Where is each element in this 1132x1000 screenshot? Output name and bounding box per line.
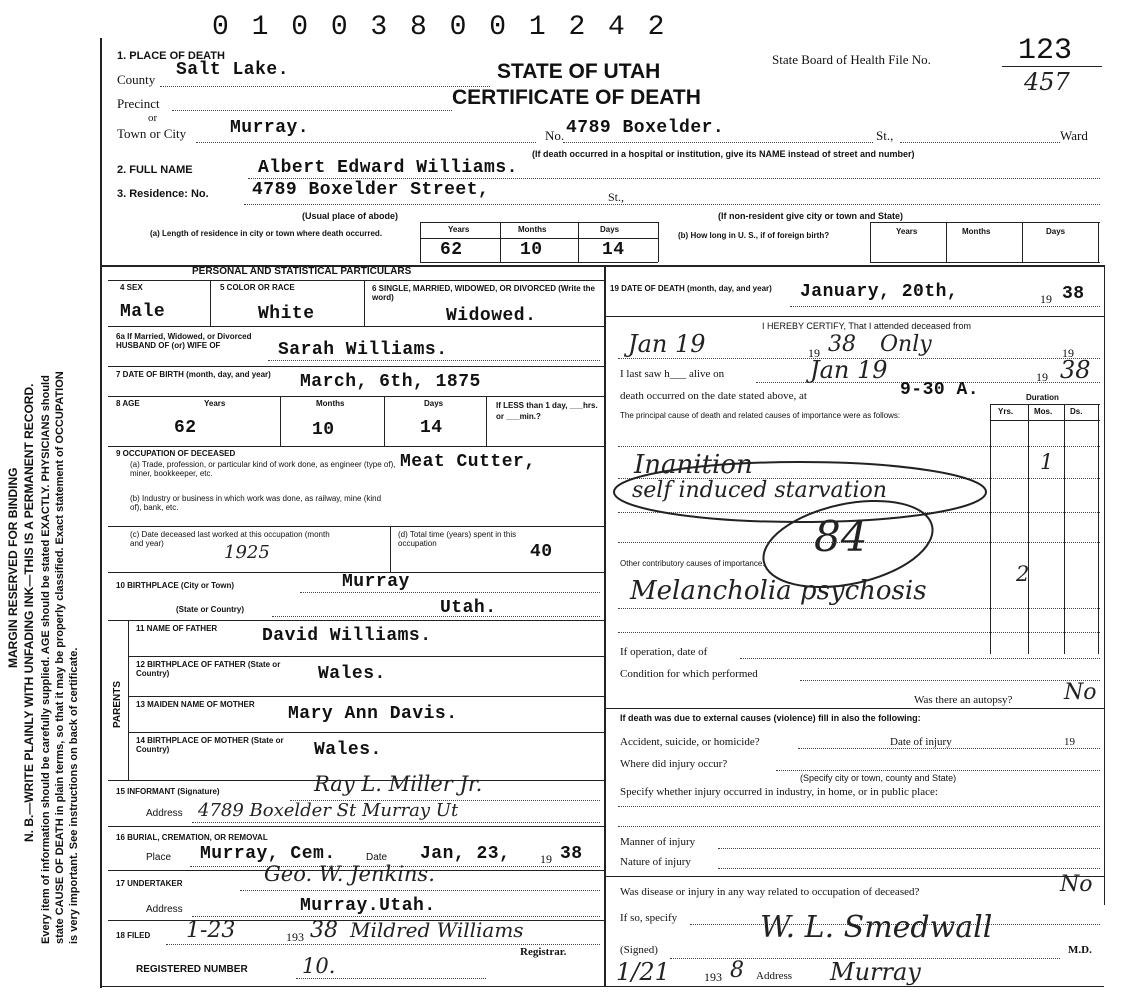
color-divider bbox=[364, 280, 365, 326]
specify-line-1 bbox=[618, 806, 1100, 807]
autopsy-label: Was there an autopsy? bbox=[914, 694, 1013, 706]
birth-state-value: Utah. bbox=[440, 598, 497, 618]
frame-right bbox=[1104, 265, 1105, 905]
instruction-line-4: is very important. See instructions on back of certificate. bbox=[68, 647, 80, 944]
filed-value: 1-23 bbox=[186, 918, 236, 943]
father-birthplace-value: Wales. bbox=[318, 664, 386, 684]
us-box-v4 bbox=[1098, 222, 1099, 262]
injury-year-label: 19 bbox=[1064, 736, 1075, 748]
us-months-header: Months bbox=[962, 227, 991, 236]
dod-year-value: 38 bbox=[1062, 284, 1085, 304]
duration-header-line bbox=[990, 420, 1100, 421]
cause-row-4 bbox=[618, 542, 1100, 543]
column-divider bbox=[604, 265, 606, 987]
residence-line bbox=[244, 204, 1100, 205]
frame-bottom bbox=[100, 986, 1104, 987]
accident-label: Accident, suicide, or homicide? bbox=[620, 736, 760, 748]
state-title: STATE OF UTAH bbox=[497, 60, 661, 83]
physician-signature: W. L. Smedwall bbox=[760, 910, 993, 945]
specify-city-label: (Specify city or town, county and State) bbox=[800, 773, 957, 783]
cause-secondary: self induced starvation bbox=[632, 478, 887, 503]
undertaker-address: Murray.Utah. bbox=[300, 896, 436, 916]
where-line bbox=[776, 770, 1100, 771]
row-line-8 bbox=[128, 656, 604, 657]
no-label: No. bbox=[545, 128, 565, 143]
occupation-value: Meat Cutter, bbox=[400, 452, 536, 472]
right-row-line-2 bbox=[604, 708, 1104, 709]
where-label: Where did injury occur? bbox=[620, 758, 728, 770]
filed-label: 18 FILED bbox=[116, 931, 151, 940]
us-box-top bbox=[870, 222, 1100, 223]
total-years-value: 40 bbox=[530, 542, 553, 562]
other-causes-label: Other contributory causes of importance: bbox=[620, 559, 765, 568]
us-years-header: Years bbox=[896, 227, 918, 236]
attended-from: Jan 19 bbox=[628, 330, 706, 358]
undertaker-address-label: Address bbox=[146, 904, 183, 915]
registrar-label: Registrar. bbox=[520, 946, 567, 958]
occupation-b-label: (b) Industry or business in which work was done, as railway, mine (kind of), bank, etc. bbox=[130, 494, 382, 512]
father-label: 11 NAME OF FATHER bbox=[136, 624, 218, 633]
last-saw-year-prefix: 19 bbox=[1036, 370, 1048, 384]
full-name-label: 2. FULL NAME bbox=[117, 164, 193, 176]
cause-label: The principal cause of death and related causes of importance were as follows: bbox=[620, 411, 901, 420]
if-so-label: If so, specify bbox=[620, 912, 678, 924]
condition-label: Condition for which performed bbox=[620, 668, 758, 680]
occupation-related-answer: No bbox=[1060, 872, 1093, 897]
burial-year-value: 38 bbox=[560, 844, 583, 864]
informant-address-label: Address bbox=[146, 808, 183, 819]
mother-value: Mary Ann Davis. bbox=[288, 704, 458, 724]
town-line bbox=[196, 142, 536, 143]
or-label: or bbox=[148, 112, 158, 124]
right-row-line-3 bbox=[604, 876, 1104, 877]
burial-place-label: Place bbox=[146, 852, 172, 863]
len-box-top bbox=[420, 222, 658, 223]
age-months-header: Months bbox=[316, 399, 345, 408]
father-value: David Williams. bbox=[262, 626, 432, 646]
spouse-label: 6a If Married, Widowed, or Divorced HUSBAND OF (or) WIFE OF bbox=[116, 332, 252, 350]
dod-line bbox=[790, 306, 1100, 307]
us-box-v3 bbox=[1022, 222, 1023, 262]
certificate-title: CERTIFICATE OF DEATH bbox=[452, 86, 701, 109]
len-box-mid bbox=[420, 238, 658, 239]
personal-header-line bbox=[108, 280, 604, 281]
dob-value: March, 6th, 1875 bbox=[300, 372, 481, 392]
sign-year: 8 bbox=[730, 958, 744, 983]
residence-st-label: St., bbox=[608, 190, 625, 204]
registrar-signature: Mildred Williams bbox=[350, 918, 524, 942]
file-number-label: State Board of Health File No. bbox=[772, 52, 931, 67]
mother-birthplace-label: 14 BIRTHPLACE OF MOTHER (State or Country) bbox=[136, 736, 284, 754]
filed-year-value: 38 bbox=[310, 918, 338, 943]
length-label: (a) Length of residence in city or town where death occurred. bbox=[150, 229, 383, 238]
margin-note: MARGIN RESERVED FOR BINDING bbox=[6, 467, 20, 668]
sex-label: 4 SEX bbox=[120, 283, 143, 292]
street-value: 4789 Boxelder. bbox=[566, 118, 725, 138]
informant-address: 4789 Boxelder St Murray Ut bbox=[198, 800, 459, 821]
us-box-bottom bbox=[870, 262, 1100, 263]
row-line-9 bbox=[128, 696, 604, 697]
marital-label: 6 SINGLE, MARRIED, WIDOWED, OR DIVORCED (Write the word) bbox=[372, 284, 595, 302]
occupation-d-label: (d) Total time (years) spent in this occupation bbox=[398, 530, 517, 548]
row-line-4 bbox=[108, 446, 604, 447]
attended-year-prefix-2: 19 bbox=[1062, 346, 1074, 360]
parents-divider bbox=[128, 620, 129, 780]
last-saw-date: Jan 19 bbox=[810, 356, 888, 384]
len-years-header: Years bbox=[448, 225, 470, 234]
informant-label: 15 INFORMANT (Signature) bbox=[116, 787, 220, 796]
dod-label: 19 DATE OF DEATH (month, day, and year) bbox=[610, 284, 772, 293]
md-label: M.D. bbox=[1068, 944, 1092, 956]
town-value: Murray. bbox=[230, 118, 310, 138]
age-divider-3 bbox=[486, 396, 487, 446]
attended-year: 38 bbox=[828, 332, 856, 357]
last-saw-label: I last saw h___ alive on bbox=[620, 368, 725, 380]
file-number: 123 bbox=[1018, 34, 1073, 68]
right-row-line-1 bbox=[604, 316, 1104, 317]
serial-number: 0 1 0 0 3 8 0 0 1 2 4 2 bbox=[212, 12, 668, 43]
reg-no-line bbox=[296, 978, 486, 979]
len-months-header: Months bbox=[518, 225, 547, 234]
manner-line bbox=[718, 848, 1100, 849]
undertaker-signature: Geo. W. Jenkins. bbox=[264, 862, 435, 886]
operation-line bbox=[740, 658, 1100, 659]
personal-header: PERSONAL AND STATISTICAL PARTICULARS bbox=[192, 266, 412, 277]
nature-label: Nature of injury bbox=[620, 856, 691, 868]
age-days: 14 bbox=[420, 418, 443, 438]
duration-label: Duration bbox=[1026, 393, 1059, 402]
duration-mos: Mos. bbox=[1034, 407, 1053, 416]
occurred-label: death occurred on the date stated above, at bbox=[620, 390, 807, 402]
duration-v1 bbox=[990, 404, 991, 654]
file-number-2: 457 bbox=[1024, 68, 1070, 96]
dob-label: 7 DATE OF BIRTH (month, day, and year) bbox=[116, 370, 271, 379]
cause-primary: Inanition bbox=[634, 450, 753, 480]
injury-date-label: Date of injury bbox=[890, 736, 952, 748]
len-box-v3 bbox=[578, 222, 579, 262]
cause-circle bbox=[610, 460, 611, 461]
sign-date: 1/21 bbox=[616, 958, 670, 986]
sex-value: Male bbox=[120, 302, 166, 322]
row-line-12 bbox=[108, 826, 604, 827]
burial-date-label: Date bbox=[366, 852, 388, 863]
precinct-line bbox=[172, 110, 452, 111]
spouse-value: Sarah Williams. bbox=[278, 340, 448, 360]
birth-state-line bbox=[272, 616, 600, 617]
birthplace-label: 10 BIRTHPLACE (City or Town) bbox=[116, 581, 235, 590]
duration-v4 bbox=[1098, 404, 1099, 654]
father-birthplace-label: 12 BIRTHPLACE OF FATHER (State or Country) bbox=[136, 660, 281, 678]
parents-label: PARENTS bbox=[112, 680, 123, 728]
duration-v3 bbox=[1064, 404, 1065, 654]
row-line-2 bbox=[108, 366, 604, 367]
mother-birthplace-value: Wales. bbox=[314, 740, 382, 760]
ward-label: Ward bbox=[1060, 128, 1088, 143]
time-value: 9-30 A. bbox=[900, 380, 980, 400]
age-less-label: If LESS than 1 day, ___hrs. or ___min.? bbox=[496, 401, 598, 421]
sign-address-label: Address bbox=[756, 970, 793, 982]
len-days: 14 bbox=[602, 240, 625, 260]
attended-year-prefix: 19 bbox=[808, 346, 820, 360]
last-saw-year: 38 bbox=[1060, 356, 1091, 384]
us-days-header: Days bbox=[1046, 227, 1066, 236]
burial-label: 16 BURIAL, CREMATION, OR REMOVAL bbox=[116, 833, 268, 842]
instruction-line-1: N. B.—WRITE PLAINLY WITH UNFADING INK—THIS IS A PERMANENT RECORD. bbox=[22, 383, 36, 842]
registered-number-value: 10. bbox=[302, 954, 336, 978]
row-line-5 bbox=[108, 526, 604, 527]
len-months: 10 bbox=[520, 240, 543, 260]
nature-line bbox=[718, 868, 1100, 869]
birthplace-value: Murray bbox=[342, 572, 410, 592]
color-value: White bbox=[258, 304, 315, 324]
place-of-death-label: 1. PLACE OF DEATH bbox=[117, 50, 225, 62]
st-label: St., bbox=[876, 128, 894, 143]
birth-state-label: (State or Country) bbox=[176, 605, 244, 614]
instruction-line-3: state CAUSE OF DEATH in plain terms, so that it may be properly classified. Exact statement of OCCUPATION bbox=[54, 371, 66, 944]
age-divider-2 bbox=[384, 396, 385, 446]
row-line-10 bbox=[128, 732, 604, 733]
occ-divider bbox=[390, 526, 391, 572]
cause-code: 84 bbox=[814, 512, 868, 561]
len-box-bottom bbox=[420, 262, 658, 263]
file-line bbox=[1002, 66, 1102, 67]
duration-yrs: Yrs. bbox=[998, 407, 1014, 416]
us-residence-label: (b) How long in U. S., if of foreign birth? bbox=[678, 231, 830, 240]
street-line bbox=[563, 142, 873, 143]
age-divider-1 bbox=[280, 396, 281, 446]
full-name-line bbox=[248, 178, 1100, 179]
len-box-v2 bbox=[500, 222, 501, 262]
len-box-v4 bbox=[658, 222, 659, 262]
duration-top bbox=[990, 404, 1100, 405]
dod-value: January, 20th, bbox=[800, 282, 959, 302]
marital-value: Widowed. bbox=[446, 306, 537, 326]
other-mos-value: 2 bbox=[1016, 562, 1030, 586]
full-name-value: Albert Edward Williams. bbox=[258, 158, 518, 178]
burial-year-prefix: 19 bbox=[540, 852, 552, 866]
occupation-label: 9 OCCUPATION OF DECEASED bbox=[116, 449, 236, 458]
row-line-1 bbox=[108, 326, 604, 327]
usual-abode: (Usual place of abode) bbox=[302, 211, 399, 221]
filed-line bbox=[166, 944, 600, 945]
sex-divider bbox=[210, 280, 211, 326]
other-causes-value: Melancholia psychosis bbox=[630, 576, 927, 606]
last-worked-value: 1925 bbox=[224, 542, 270, 563]
informant-signature: Ray L. Miller Jr. bbox=[314, 772, 483, 796]
sign-address: Murray bbox=[830, 958, 921, 986]
age-months: 10 bbox=[312, 420, 335, 440]
certify-label: I HEREBY CERTIFY, That I attended deceased from bbox=[762, 321, 971, 331]
row-line-3 bbox=[108, 396, 604, 397]
len-box-v1 bbox=[420, 222, 421, 262]
row-line-7 bbox=[108, 620, 604, 621]
residence-label: 3. Residence: No. bbox=[117, 188, 209, 200]
registered-number-label: REGISTERED NUMBER bbox=[136, 964, 248, 975]
occupation-a-label: (a) Trade, profession, or particular kind of work done, as engineer (type of), miner, bookkeeper, etc. bbox=[130, 460, 396, 478]
specify-where-label: Specify whether injury occurred in industry, in home, or in public place: bbox=[620, 786, 938, 798]
age-label: 8 AGE bbox=[116, 399, 140, 408]
other-row-2 bbox=[618, 632, 1100, 633]
specify-line-2 bbox=[618, 826, 1100, 827]
informant-addr-line bbox=[192, 822, 600, 823]
town-label: Town or City bbox=[117, 126, 187, 141]
birthplace-line bbox=[300, 592, 600, 593]
condition-line bbox=[800, 680, 1100, 681]
burial-date-value: Jan, 23, bbox=[420, 844, 511, 864]
cause-mos-value: 1 bbox=[1040, 450, 1054, 474]
residence-value: 4789 Boxelder Street, bbox=[252, 180, 490, 200]
len-days-header: Days bbox=[600, 225, 620, 234]
burial-place-value: Murray, Cem. bbox=[200, 844, 336, 864]
occupation-related-label: Was disease or injury in any way related to occupation of deceased? bbox=[620, 886, 920, 898]
precinct-label: Precinct bbox=[117, 96, 160, 111]
len-years: 62 bbox=[440, 240, 463, 260]
hospital-note: (If death occurred in a hospital or institution, give its NAME instead of street and number) bbox=[532, 149, 915, 159]
us-box-v2 bbox=[946, 222, 947, 262]
age-years: 62 bbox=[174, 418, 197, 438]
undertaker-label: 17 UNDERTAKER bbox=[116, 879, 183, 888]
sign-year-prefix: 193 bbox=[704, 970, 722, 984]
manner-label: Manner of injury bbox=[620, 836, 696, 848]
external-label: If death was due to external causes (violence) fill in also the following: bbox=[620, 713, 921, 723]
autopsy-answer: No bbox=[1064, 680, 1097, 705]
spouse-line bbox=[268, 360, 600, 361]
mother-label: 13 MAIDEN NAME OF MOTHER bbox=[136, 700, 255, 709]
occupation-c-label: (c) Date deceased last worked at this occupation (month and year) bbox=[130, 530, 330, 548]
frame-left bbox=[100, 38, 102, 988]
ward-line bbox=[900, 142, 1060, 143]
undertaker-addr-line bbox=[192, 916, 600, 917]
instruction-line-2: Every item of information should be carefully supplied. AGE should be stated EXACTLY. PHYSICIANS should bbox=[40, 375, 52, 944]
cause-row-1 bbox=[618, 446, 1100, 447]
operation-label: If operation, date of bbox=[620, 646, 708, 658]
non-resident-note: (If non-resident give city or town and State) bbox=[718, 211, 904, 221]
county-value: Salt Lake. bbox=[176, 60, 290, 80]
county-line bbox=[160, 86, 490, 87]
age-days-header: Days bbox=[424, 399, 444, 408]
age-years-header: Years bbox=[204, 399, 226, 408]
filed-year-prefix: 193 bbox=[286, 930, 304, 944]
other-row-1 bbox=[618, 608, 1100, 609]
attended-to: Only bbox=[880, 332, 932, 357]
duration-v2 bbox=[1028, 404, 1029, 654]
dod-year-prefix: 19 bbox=[1040, 292, 1052, 306]
signed-label: (Signed) bbox=[620, 944, 658, 956]
undertaker-line bbox=[240, 890, 600, 891]
color-label: 5 COLOR OR RACE bbox=[220, 283, 295, 292]
duration-ds: Ds. bbox=[1070, 407, 1083, 416]
us-box-v1 bbox=[870, 222, 871, 262]
county-label: County bbox=[117, 72, 156, 87]
accident-line bbox=[798, 748, 1100, 749]
